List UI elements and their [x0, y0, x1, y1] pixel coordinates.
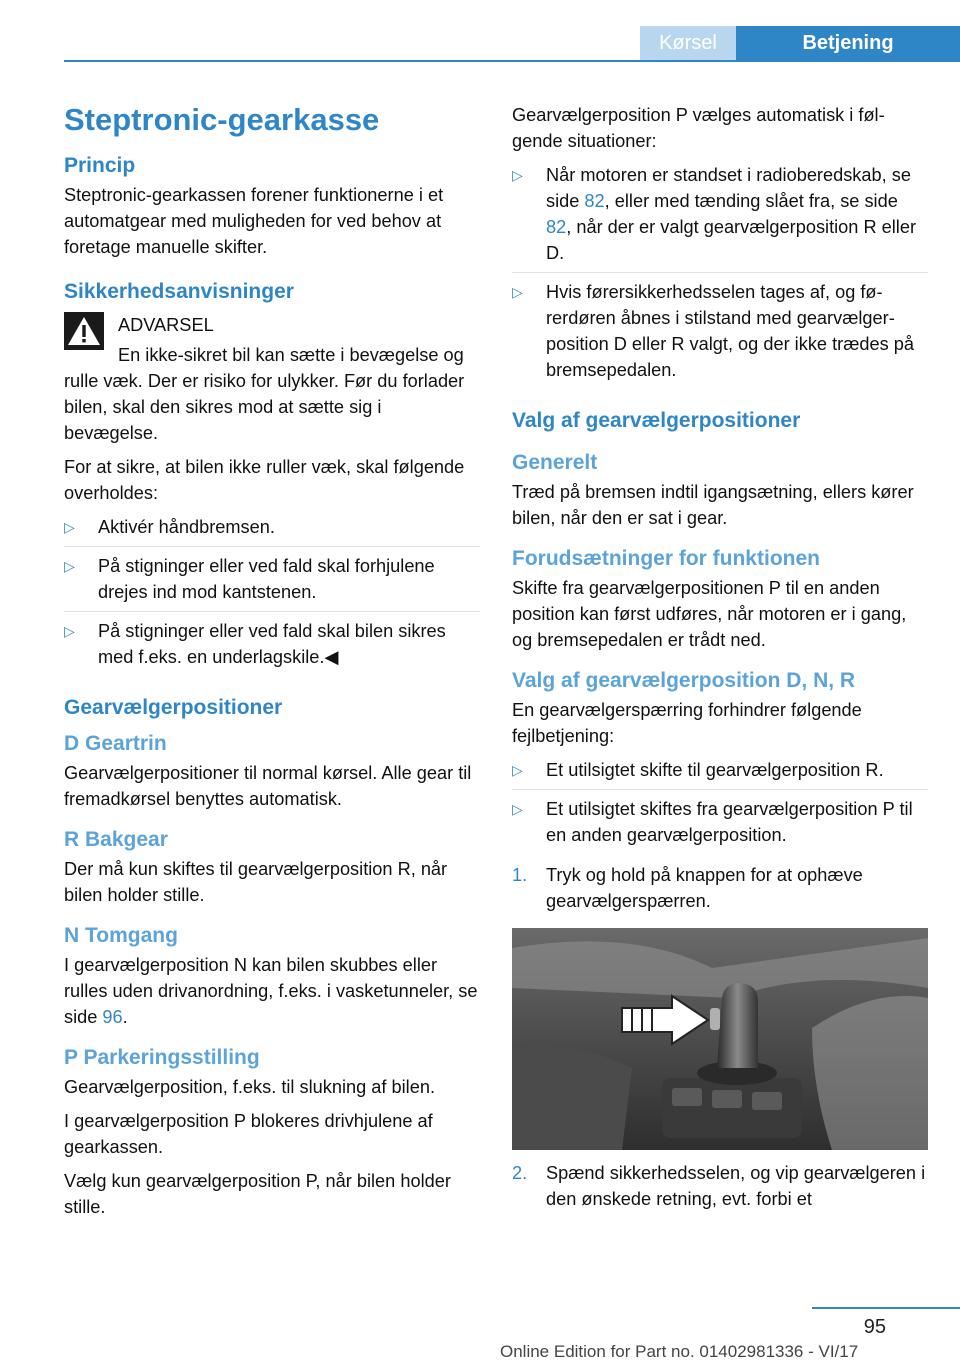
warning-block [64, 312, 480, 446]
n-heading: N Tomgang [64, 924, 178, 947]
r-text: Der må kun skiftes til gearvælgerposition R, når bilen holder stille. [64, 859, 448, 905]
warning-text: En ikke-sikret bil kan sætte i bevægelse og rulle væk. Der er risiko for ulykker. Før du forlader bilen, skal den sikres mod at sætte sig i bevægelse. [64, 345, 465, 443]
safety-heading: Sikkerhedsanvisninger [64, 280, 294, 303]
list-item-text: På stigninger eller ved fald skal bilen sikres med f.eks. en underlagskile.◀ [98, 621, 446, 667]
right-column [512, 100, 928, 1226]
list-item [512, 796, 928, 854]
list-item [512, 862, 928, 920]
general-heading: Generelt [512, 451, 598, 474]
positions-heading: Gearvælgerpositioner [64, 696, 283, 719]
list-item [512, 1160, 928, 1218]
steps-list-a [512, 862, 928, 920]
d-heading: D Geartrin [64, 732, 167, 755]
header-rule [64, 60, 960, 62]
auto-p-list [512, 162, 928, 389]
step-number: 1. [512, 865, 528, 885]
list-item-text: Når motoren er standset i radioberedskab, se side [546, 165, 911, 211]
p-heading: P Parkeringsstilling [64, 1046, 260, 1069]
list-item-text: På stigninger eller ved fald skal forhjulene drejes ind mod kantstenen. [98, 556, 435, 602]
page-link-82-second[interactable]: 82 [546, 217, 567, 237]
p-text-2: I gearvælgerposition P blokeres drivhjulene af gearkassen. [64, 1111, 433, 1157]
page-title: Steptronic-gearkasse [64, 102, 380, 137]
list-item [64, 553, 480, 612]
auto-p-intro: Gearvælgerposition P vælges automatisk i følgende situationer: [512, 105, 885, 151]
n-text-end: . [122, 1007, 128, 1027]
r-heading: R Bakgear [64, 828, 168, 851]
triangle-bullet-icon: ▷ [512, 762, 523, 778]
left-column [64, 100, 480, 1228]
list-item [64, 618, 480, 676]
list-item-text: Spænd sikkerhedsselen, og vip gearvælgeren i den ønskede retning, evt. forbi et [546, 1163, 926, 1209]
dnr-list [512, 757, 928, 854]
list-item [512, 162, 928, 273]
prereq-heading: Forudsætninger for funktionen [512, 547, 820, 570]
secure-list [64, 514, 480, 676]
n-text [64, 952, 480, 1030]
warning-label: ADVARSEL [118, 315, 214, 335]
prereq-text: Skifte fra gearvælgerpositionen P til en anden position kan først udføres, når motoren er i gang, og bremsepedalen er trådt ned. [512, 578, 907, 650]
secure-intro: For at sikre, at bilen ikke ruller væk, skal følgende overholdes: [64, 457, 465, 503]
list-item [512, 757, 928, 790]
step-number: 2. [512, 1163, 528, 1183]
header-tab-korsel[interactable]: Kørsel [640, 26, 736, 62]
triangle-bullet-icon: ▷ [64, 558, 75, 574]
dnr-text: En gearvælgerspærring forhindrer følgende fejlbetjening: [512, 700, 862, 746]
gear-selector-photo [512, 928, 928, 1150]
list-item-text: , eller med tænding slået fra, se side [604, 191, 898, 211]
list-item-text: Tryk og hold på knappen for at ophæve gearvælgerspærren. [546, 865, 863, 911]
warning-triangle-icon [64, 312, 104, 350]
edition-note: Online Edition for Part no. 01402981336 - VI/17 [500, 1342, 859, 1361]
n-text-part: I gearvælgerposition N kan bilen skubbes eller rulles uden drivanordning, f.eks. i vasketunneler, se side [64, 955, 478, 1027]
page-link-96[interactable]: 96 [102, 1007, 123, 1027]
page-number: 95 [863, 1316, 886, 1338]
triangle-bullet-icon: ▷ [512, 167, 523, 183]
page-link-82[interactable]: 82 [584, 191, 605, 211]
list-item-text: Et utilsigtet skifte til gearvælgerposition R. [546, 760, 884, 780]
dnr-heading: Valg af gearvælgerposition D, N, R [512, 669, 856, 692]
list-item [512, 279, 928, 389]
list-item [64, 514, 480, 547]
princip-text: Steptronic-gearkassen forener funktionerne i et automatgear med muligheden for ved behov at foretage manuelle skifter. [64, 185, 444, 257]
triangle-bullet-icon: ▷ [64, 623, 75, 639]
p-text-3: Vælg kun gearvælgerposition P, når bilen holder stille. [64, 1171, 451, 1217]
p-text-1: Gearvælgerposition, f.eks. til slukning af bilen. [64, 1077, 436, 1097]
steps-list-b [512, 1160, 928, 1218]
triangle-bullet-icon: ▷ [512, 801, 523, 817]
triangle-bullet-icon: ▷ [64, 519, 75, 535]
princip-heading: Princip [64, 154, 136, 177]
d-text: Gearvælgerpositioner til normal kørsel. Alle gear til fremadkørsel benyttes automatisk. [64, 763, 472, 809]
footer-rule [812, 1307, 960, 1309]
list-item-text: Et utilsigtet skiftes fra gearvælgerposition P til en anden gearvælgerposition. [546, 799, 913, 845]
list-item-text: , når der er valgt gearvælgerposition R eller D. [546, 217, 917, 263]
list-item-text: Aktivér håndbremsen. [98, 517, 275, 537]
header-tab-betjening[interactable]: Betjening [736, 26, 960, 62]
general-text: Træd på bremsen indtil igangsætning, ellers kører bilen, når den er sat i gear. [512, 482, 914, 528]
triangle-bullet-icon: ▷ [512, 284, 523, 300]
list-item-text: Hvis førersikkerhedsselen tages af, og førerdøren åbnes i stilstand med gearvælgerposition D eller R valgt, og der ikke trædes på bremsepedalen. [546, 282, 914, 380]
select-heading: Valg af gearvælgerpositioner [512, 409, 801, 432]
